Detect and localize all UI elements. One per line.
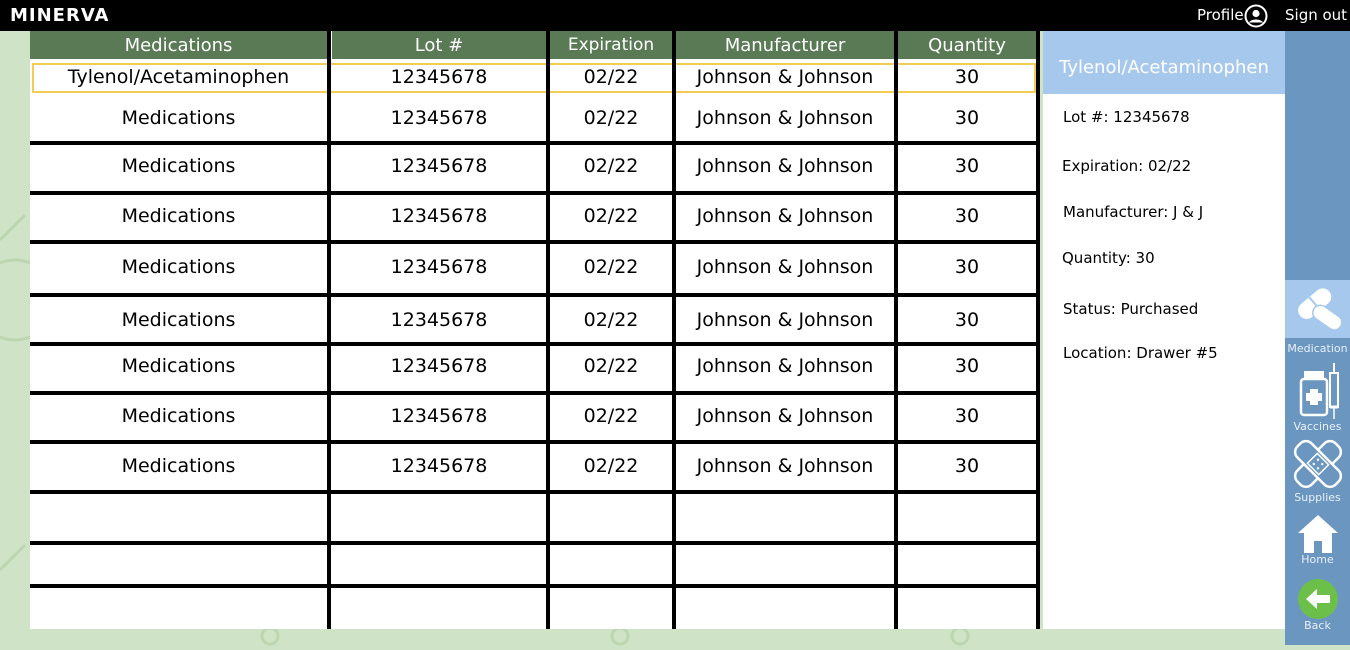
- cell-manufacturer: Johnson & Johnson: [696, 355, 874, 377]
- detail-status: Status: Purchased: [1063, 300, 1199, 318]
- cell-manufacturer: Johnson & Johnson: [696, 455, 874, 477]
- cell-lot: 12345678: [390, 155, 488, 177]
- header-manufacturer[interactable]: Manufacturer: [676, 31, 894, 59]
- row-divider: [30, 240, 1040, 244]
- column-divider: [1036, 31, 1040, 629]
- nav-medication[interactable]: [1285, 280, 1350, 338]
- nav-home[interactable]: [1285, 513, 1350, 555]
- cell-medication: Medications: [121, 107, 236, 129]
- cell-lot: 12345678: [390, 256, 488, 278]
- table-row[interactable]: [30, 104, 1036, 132]
- cell-lot: 12345678: [390, 309, 488, 331]
- cell-medication: Medications: [121, 256, 236, 278]
- nav-back[interactable]: [1285, 578, 1350, 618]
- nav-back-label[interactable]: Back: [1304, 619, 1331, 632]
- cell-medication: Medications: [121, 155, 236, 177]
- cell-lot: 12345678: [390, 107, 488, 129]
- cell-quantity: 30: [954, 107, 980, 129]
- detail-quantity: Quantity: 30: [1062, 249, 1155, 267]
- cell-manufacturer: Johnson & Johnson: [696, 256, 874, 278]
- detail-panel: [1043, 31, 1285, 629]
- table-row[interactable]: [30, 452, 1036, 480]
- home-icon: [1296, 513, 1340, 555]
- row-divider: [30, 191, 1040, 195]
- cell-expiration: 02/22: [583, 405, 639, 427]
- table-row-selected[interactable]: [30, 63, 1036, 91]
- cell-lot: 12345678: [390, 405, 488, 427]
- cell-quantity: 30: [954, 66, 980, 88]
- nav-supplies[interactable]: [1285, 437, 1350, 493]
- cell-expiration: 02/22: [583, 155, 639, 177]
- table-row[interactable]: [30, 202, 1036, 230]
- nav-medication-label[interactable]: Medication: [1287, 342, 1348, 355]
- detail-lot: Lot #: 12345678: [1063, 108, 1190, 126]
- cell-quantity: 30: [954, 155, 980, 177]
- header-quantity[interactable]: Quantity: [898, 31, 1036, 59]
- cell-medication: Medications: [121, 309, 236, 331]
- table-row[interactable]: [30, 402, 1036, 430]
- cell-lot: 12345678: [390, 355, 488, 377]
- table-row[interactable]: [30, 253, 1036, 281]
- cell-expiration: 02/22: [583, 309, 639, 331]
- top-bar: [0, 0, 1350, 31]
- cell-quantity: 30: [954, 256, 980, 278]
- cell-manufacturer: Johnson & Johnson: [696, 309, 874, 331]
- profile-link[interactable]: Profile: [1197, 6, 1244, 24]
- cell-quantity: 30: [954, 205, 980, 227]
- cell-medication: Medications: [121, 355, 236, 377]
- header-medications[interactable]: Medications: [30, 31, 327, 59]
- cell-medication: Medications: [121, 205, 236, 227]
- header-lot[interactable]: Lot #: [332, 31, 546, 59]
- cell-manufacturer: Johnson & Johnson: [696, 205, 874, 227]
- nav-vaccines-label[interactable]: Vaccines: [1293, 420, 1342, 433]
- cell-expiration: 02/22: [583, 455, 639, 477]
- table-row[interactable]: [30, 152, 1036, 180]
- cell-expiration: 02/22: [583, 107, 639, 129]
- table-row[interactable]: [30, 306, 1036, 334]
- vaccine-icon: [1295, 361, 1341, 421]
- cell-medication: Tylenol/Acetaminophen: [67, 66, 290, 88]
- cell-expiration: 02/22: [583, 256, 639, 278]
- header-expiration[interactable]: Expiration: [550, 31, 672, 59]
- detail-title: Tylenol/Acetaminophen: [1043, 31, 1285, 94]
- cell-expiration: 02/22: [583, 205, 639, 227]
- cell-medication: Medications: [121, 405, 236, 427]
- sign-out-link[interactable]: Sign out: [1285, 6, 1348, 24]
- detail-manufacturer: Manufacturer: J & J: [1063, 203, 1204, 221]
- cell-manufacturer: Johnson & Johnson: [696, 155, 874, 177]
- detail-expiration: Expiration: 02/22: [1062, 157, 1192, 175]
- bandage-icon: [1292, 437, 1344, 491]
- row-divider: [30, 584, 1040, 588]
- cell-lot: 12345678: [390, 455, 488, 477]
- user-avatar-icon[interactable]: [1244, 4, 1268, 28]
- inventory-table: [30, 31, 1040, 629]
- nav-vaccines[interactable]: [1285, 361, 1350, 421]
- cell-medication: Medications: [121, 455, 236, 477]
- row-divider: [30, 391, 1040, 395]
- pills-icon: [1291, 282, 1345, 336]
- cell-quantity: 30: [954, 405, 980, 427]
- nav-home-label[interactable]: Home: [1301, 553, 1334, 566]
- cell-quantity: 30: [954, 455, 980, 477]
- cell-lot: 12345678: [390, 205, 488, 227]
- cell-expiration: 02/22: [583, 355, 639, 377]
- row-divider: [30, 293, 1040, 297]
- row-divider: [30, 141, 1040, 145]
- row-divider: [30, 342, 1040, 346]
- cell-quantity: 30: [954, 355, 980, 377]
- row-divider: [30, 541, 1040, 545]
- cell-manufacturer: Johnson & Johnson: [696, 66, 874, 88]
- cell-expiration: 02/22: [583, 66, 639, 88]
- row-divider: [30, 440, 1040, 444]
- app-logo: MINERVA: [10, 5, 110, 26]
- row-divider: [30, 490, 1040, 494]
- nav-supplies-label[interactable]: Supplies: [1294, 491, 1341, 504]
- cell-manufacturer: Johnson & Johnson: [696, 405, 874, 427]
- cell-lot: 12345678: [390, 66, 488, 88]
- back-arrow-icon: [1297, 578, 1339, 620]
- detail-location: Location: Drawer #5: [1063, 344, 1218, 362]
- side-navigation: [1285, 31, 1350, 645]
- cell-manufacturer: Johnson & Johnson: [696, 107, 874, 129]
- table-row[interactable]: [30, 352, 1036, 380]
- cell-quantity: 30: [954, 309, 980, 331]
